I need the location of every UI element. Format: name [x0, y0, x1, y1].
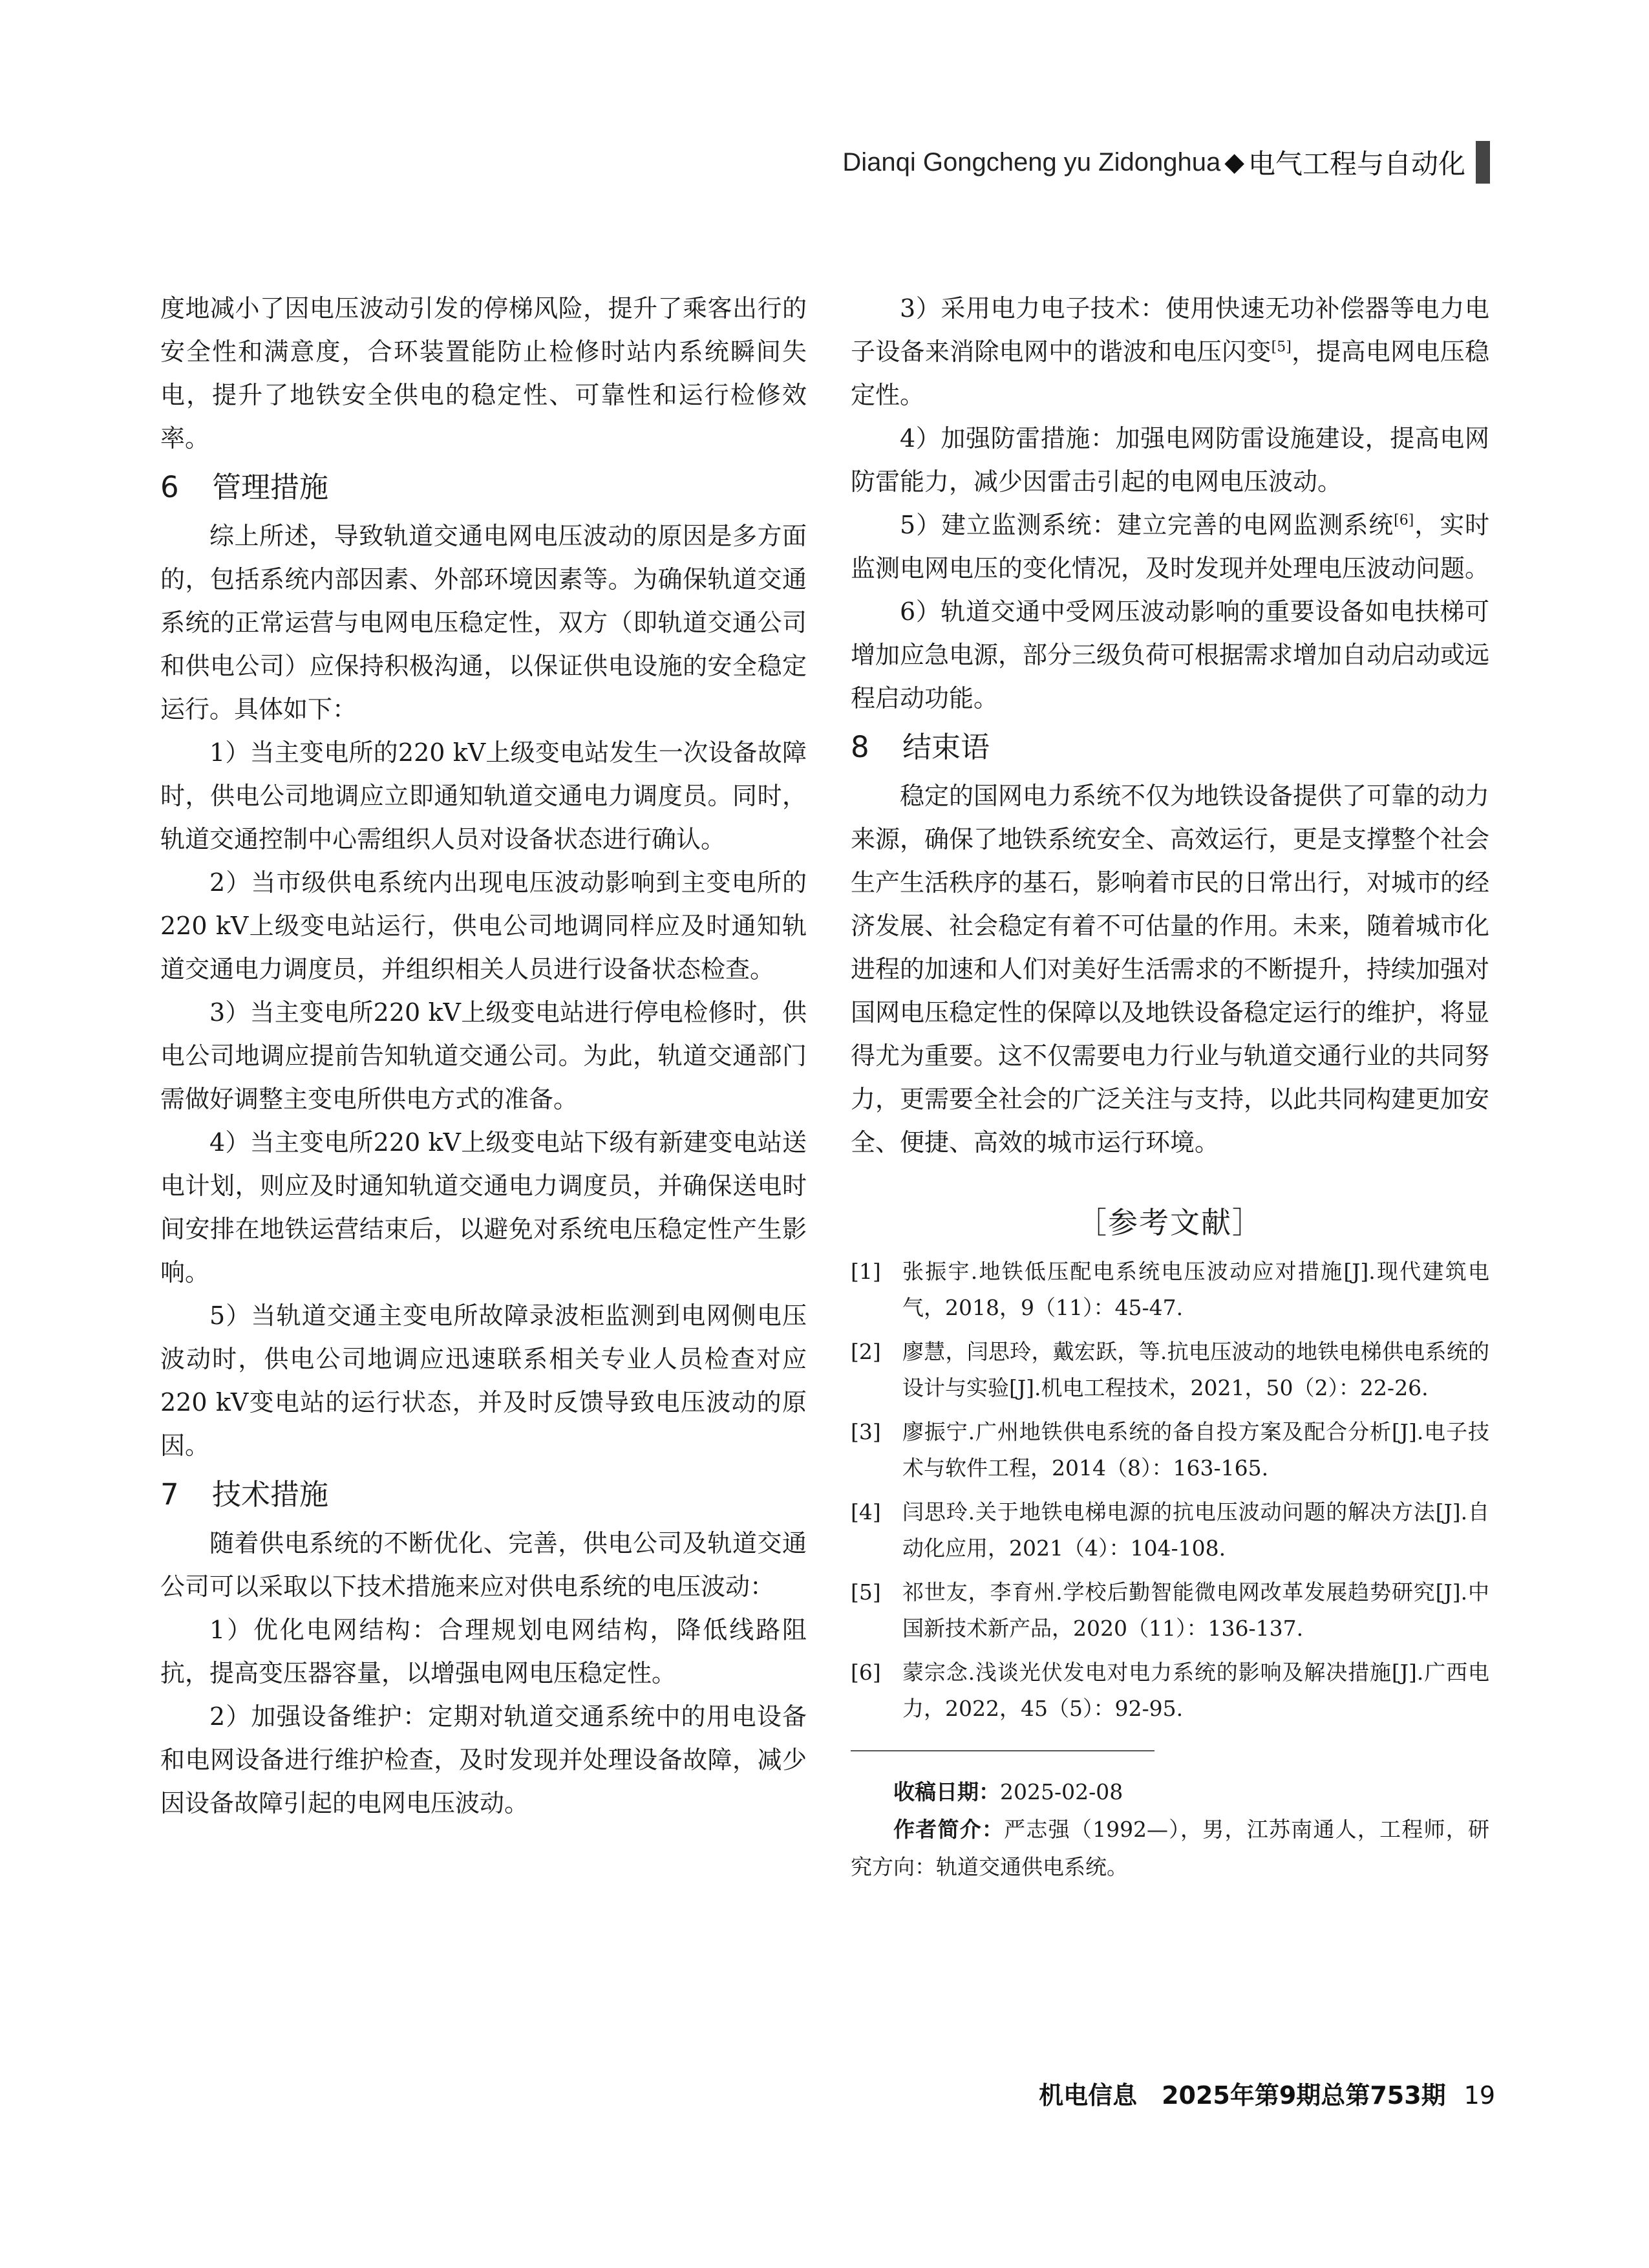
section-heading-6: [160, 467, 807, 508]
received-date: [851, 1773, 1489, 1811]
paragraph: 1）当主变电所的220 kV上级变电站发生一次设备故障时，供电公司地调应立即通知轨道交通电力调度员。同时，轨道交通控制中心需组织人员对设备状态进行确认。: [160, 738, 807, 853]
reference-item: [851, 1414, 1489, 1486]
paragraph: [851, 504, 1489, 590]
paragraph-text: ，提高电网电压稳定性。: [851, 337, 1489, 409]
section-title: 管理措施: [212, 470, 329, 504]
paragraph: 综上所述，导致轨道交通电网电压波动的原因是多方面的，包括系统内部因素、外部环境因素等。为确保轨道交通系统的正常运营与电网电压稳定性，双方（即轨道交通公司和供电公司）应保持积极沟通，以保证供电设施的安全稳定运行。具体如下：: [160, 522, 807, 723]
reference-text: 廖振宁.广州地铁供电系统的备自投方案及配合分析[J].电子技术与软件工程，2014（8）：163-165.: [902, 1419, 1489, 1481]
references-title: ［参考文献］: [1077, 1205, 1263, 1240]
page-number: 19: [1463, 2081, 1495, 2110]
received-value: 2025-02-08: [1000, 1779, 1123, 1804]
paragraph: 4）加强防雷措施：加强电网防雷设施建设，提高电网防雷能力，减少因雷击引起的电网电压波动。: [851, 424, 1489, 496]
section-number: 6: [160, 470, 179, 504]
diamond-separator-icon: ◆: [1224, 148, 1244, 177]
author-info: [851, 1811, 1489, 1886]
reference-index: [3]: [851, 1419, 881, 1444]
author-value: 严志强（1992—），男，江苏南通人，工程师，研究方向：轨道交通供电系统。: [851, 1817, 1490, 1879]
paragraph: 4）当主变电所220 kV上级变电站下级有新建变电站送电计划，则应及时通知轨道交通电力调度员，并确保送电时间安排在地铁运营结束后，以避免对系统电压稳定性产生影响。: [160, 1128, 807, 1287]
paragraph: 3）当主变电所220 kV上级变电站进行停电检修时，供电公司地调应提前告知轨道交通公司。为此，轨道交通部门需做好调整主变电所供电方式的准备。: [160, 998, 807, 1113]
received-label: 收稿日期：: [893, 1779, 1000, 1804]
reference-item: [851, 1654, 1489, 1727]
reference-item: [851, 1574, 1489, 1647]
paragraph: 5）当轨道交通主变电所故障录波柜监测到电网侧电压波动时，供电公司地调应迅速联系相关专业人员检查对应220 kV变电站的运行状态，并及时反馈导致电压波动的原因。: [160, 1301, 807, 1460]
paragraph-text: 5）建立监测系统：建立完善的电网监测系统: [900, 511, 1394, 539]
journal-name-cn: 电气工程与自动化: [1248, 149, 1465, 179]
reference-text: 蒙宗念.浅谈光伏发电对电力系统的影响及解决措施[J].广西电力，2022，45（5）：92-95.: [902, 1660, 1489, 1721]
journal-name-en: Dianqi Gongcheng yu Zidonghua: [842, 147, 1221, 177]
left-column: [160, 287, 807, 1825]
right-column: [851, 287, 1489, 1886]
reference-list: [851, 1254, 1489, 1727]
paragraph: 1）优化电网结构：合理规划电网结构，降低线路阻抗，提高变压器容量，以增强电网电压稳定性。: [160, 1616, 807, 1687]
section-title: 技术措施: [212, 1477, 329, 1512]
reference-item: [851, 1494, 1489, 1567]
reference-index: [2]: [851, 1339, 881, 1364]
reference-index: [4]: [851, 1499, 881, 1524]
footnote-divider: [851, 1750, 1154, 1751]
running-header: [842, 141, 1490, 184]
header-bar-decoration: [1476, 141, 1490, 184]
paragraph: 度地减小了因电压波动引发的停梯风险，提升了乘客出行的安全性和满意度，合环装置能防止检修时站内系统瞬间失电，提升了地铁安全供电的稳定性、可靠性和运行检修效率。: [160, 294, 807, 453]
paragraph-text: 3）采用电力电子技术：使用快速无功补偿器等电力电子设备来消除电网中的谐波和电压闪变: [851, 294, 1489, 366]
citation-ref: [6]: [1394, 512, 1414, 529]
section-number: 7: [160, 1477, 179, 1512]
reference-index: [5]: [851, 1579, 881, 1605]
paragraph: 6）轨道交通中受网压波动影响的重要设备如电扶梯可增加应急电源，部分三级负荷可根据需求增加自动启动或远程启动功能。: [851, 597, 1490, 712]
paragraph: 2）加强设备维护：定期对轨道交通系统中的用电设备和电网设备进行维护检查，及时发现并处理设备故障，减少因设备故障引起的电网电压波动。: [160, 1702, 807, 1817]
section-title: 结束语: [902, 730, 990, 764]
article-meta: [851, 1773, 1489, 1886]
section-number: 8: [851, 730, 869, 764]
section-heading-7: [160, 1474, 807, 1515]
issue-info: 机电信息 2025年第9期总第753期: [1039, 2081, 1446, 2110]
paragraph: [851, 287, 1489, 417]
reference-text: 祁世友，李育州.学校后勤智能微电网改革发展趋势研究[J].中国新技术新产品，2020（11）：136-137.: [902, 1579, 1489, 1641]
reference-item: [851, 1254, 1489, 1326]
reference-text: 廖慧，闫思玲，戴宏跃，等.抗电压波动的地铁电梯供电系统的设计与实验[J].机电工程技术，2021，50（2）：22-26.: [902, 1339, 1489, 1400]
paragraph: 2）当市级供电系统内出现电压波动影响到主变电所的220 kV上级变电站运行，供电公司地调同样应及时通知轨道交通电力调度员，并组织相关人员进行设备状态检查。: [160, 868, 807, 983]
reference-text: 闫思玲.关于地铁电梯电源的抗电压波动问题的解决方法[J].自动化应用，2021（4）：104-108.: [902, 1499, 1489, 1561]
reference-index: [6]: [851, 1660, 881, 1685]
section-heading-8: [851, 727, 1489, 768]
reference-item: [851, 1334, 1489, 1406]
paragraph: 随着供电系统的不断优化、完善，供电公司及轨道交通公司可以采取以下技术措施来应对供电系统的电压波动：: [160, 1529, 807, 1601]
reference-index: [1]: [851, 1259, 881, 1284]
paragraph: 稳定的国网电力系统不仅为地铁设备提供了可靠的动力来源，确保了地铁系统安全、高效运行，更是支撑整个社会生产生活秩序的基石，影响着市民的日常出行，对城市的经济发展、社会稳定有着不可估量的作用。未来，随着城市化进程的加速和人们对美好生活需求的不断提升，持续加强对国网电压稳定性的保障以及地铁设备稳定运行的维护，将显得尤为重要。这不仅需要电力行业与轨道交通行业的共同努力，更需要全社会的广泛关注与支持，以此共同构建更加安全、便捷、高效的城市运行环境。: [851, 782, 1490, 1157]
paragraph-text: ，实时监测电网电压的变化情况，及时发现并处理电压波动问题。: [851, 511, 1490, 583]
reference-text: 张振宇.地铁低压配电系统电压波动应对措施[J].现代建筑电气，2018，9（11）：45-47.: [902, 1259, 1489, 1320]
running-footer: [1039, 2075, 1495, 2111]
citation-ref: [5]: [1271, 339, 1292, 356]
author-label: 作者简介：: [893, 1817, 1005, 1842]
